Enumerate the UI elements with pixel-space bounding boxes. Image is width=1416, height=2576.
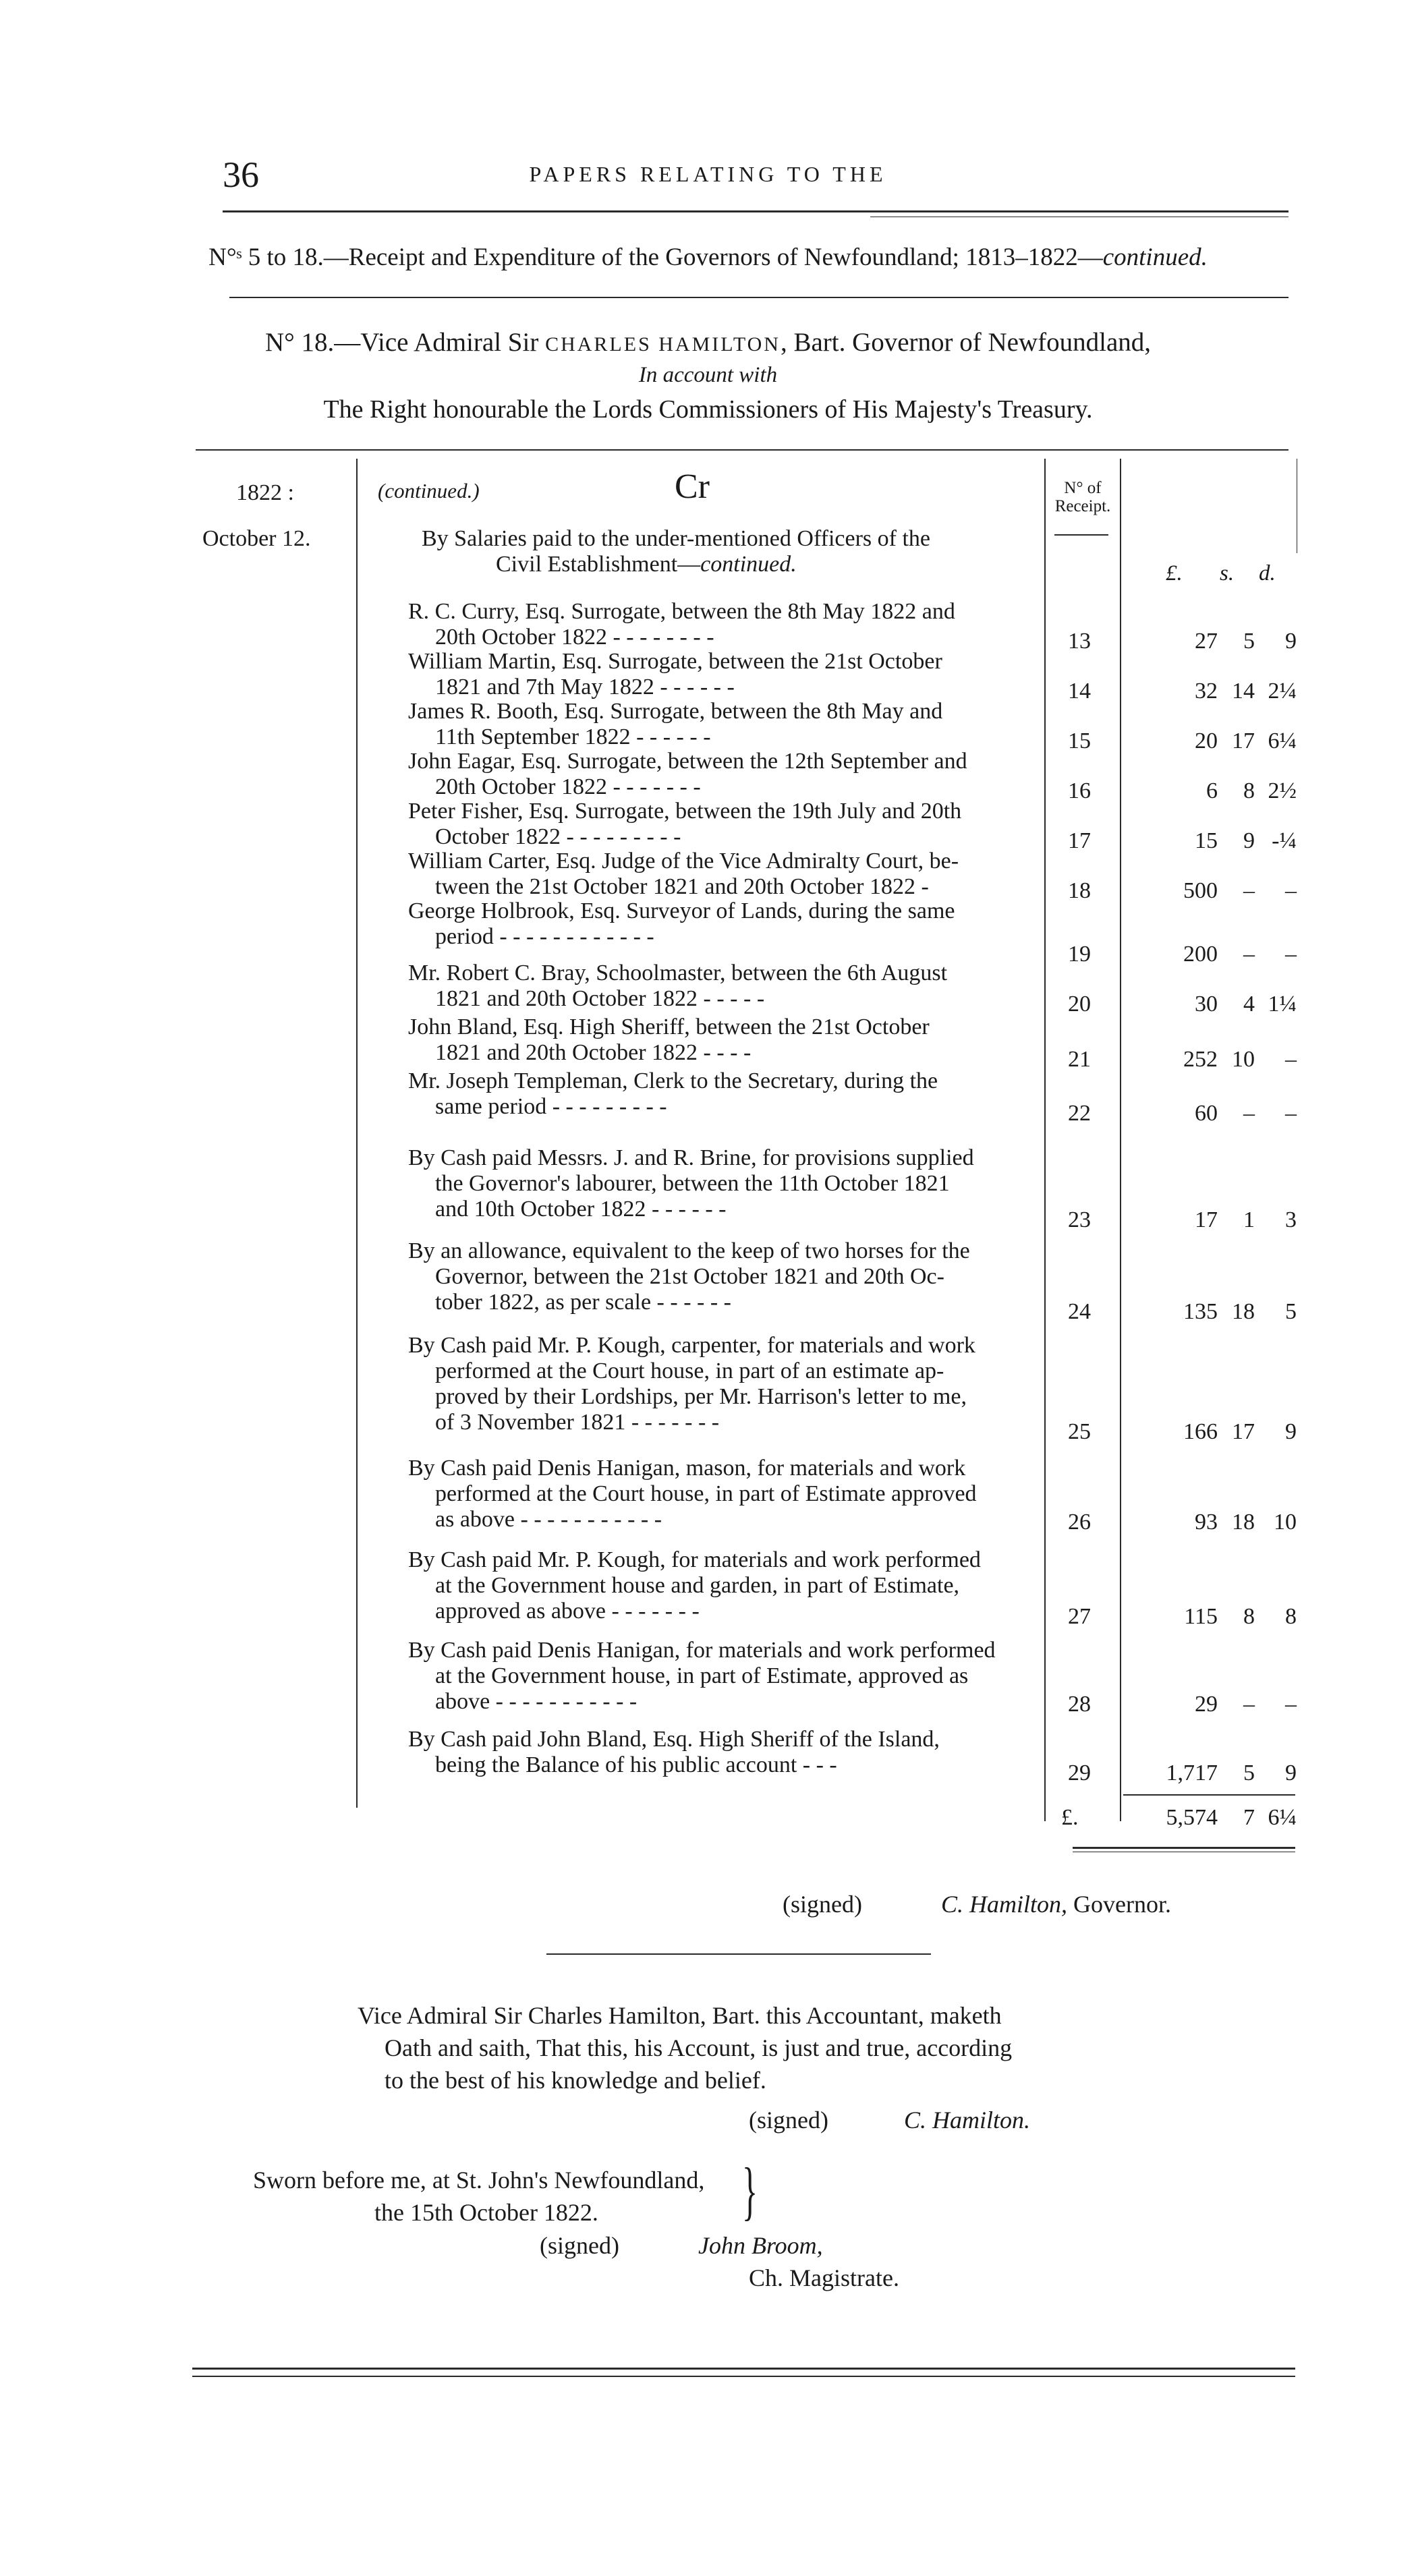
- amount-pence: –: [1285, 1692, 1297, 1717]
- oath-line2: Oath and saith, That this, his Account, is just and true, according: [385, 2034, 1013, 2061]
- account-holder-name: CHARLES HAMILTON: [545, 333, 781, 355]
- amount-shillings: 18: [1232, 1510, 1255, 1535]
- receipt-number: 18: [1068, 878, 1091, 903]
- amount-pounds: 27: [1195, 629, 1218, 654]
- amount-pence: 2¼: [1268, 679, 1297, 704]
- account-title: [0, 327, 1416, 357]
- entry-line: By Cash paid Messrs. J. and R. Brine, for provisions supplied: [408, 1145, 974, 1170]
- receipt-number: 28: [1068, 1692, 1091, 1717]
- amount-shillings: 4: [1243, 992, 1255, 1017]
- salaries-intro-line2: [408, 552, 1025, 577]
- entry-line: and 10th October 1822 - - - - - -: [435, 1197, 727, 1222]
- table-vline-receipt-left: [1044, 459, 1046, 1821]
- entry-row: [408, 849, 1025, 900]
- running-head: PAPERS RELATING TO THE: [529, 162, 887, 186]
- date-label: October 12.: [202, 526, 311, 551]
- entry-line: performed at the Court house, in part of Estimate approved: [435, 1481, 977, 1506]
- cr-label: Cr: [675, 467, 710, 506]
- table-vline-receipt-right: [1120, 459, 1121, 1821]
- entry-line: approved as above - - - - - - -: [435, 1599, 700, 1624]
- entry-line: performed at the Court house, in part of an estimate ap-: [435, 1358, 944, 1383]
- entry-line: October 1822 - - - - - - - - -: [435, 824, 681, 849]
- signature-name-2: [904, 2106, 1030, 2134]
- receipt-number: 16: [1068, 778, 1091, 803]
- receipt-number: 22: [1068, 1101, 1091, 1126]
- amount-shillings: –: [1243, 1101, 1255, 1126]
- amount-pence: –: [1285, 1101, 1297, 1126]
- amount-shillings: 9: [1243, 828, 1255, 853]
- account-title-counterparty: The Right honourable the Lords Commissioners of His Majesty's Treasury.: [323, 395, 1093, 424]
- signature-name-1: [941, 1890, 1171, 1918]
- amount-pence: –: [1285, 942, 1297, 967]
- entry-line: as above - - - - - - - - - - -: [435, 1507, 662, 1532]
- entry-line: William Carter, Esq. Judge of the Vice Admiralty Court, be-: [408, 849, 959, 874]
- amount-pounds: 200: [1183, 942, 1218, 967]
- entry-line: at the Government house and garden, in part of Estimate,: [435, 1573, 960, 1598]
- entry-line: Governor, between the 21st October 1821 and 20th Oc-: [435, 1264, 944, 1289]
- salaries-intro: [408, 526, 1025, 577]
- amount-pounds: 20: [1195, 728, 1218, 753]
- account-title-suffix: , Bart. Governor of Newfoundland,: [780, 328, 1152, 357]
- pence-header: d.: [1259, 561, 1276, 585]
- entry-line: By Cash paid John Bland, Esq. High Sheriff of the Island,: [408, 1727, 940, 1752]
- amount-pence: –: [1285, 878, 1297, 903]
- entry-row: [408, 699, 1025, 750]
- entry-line: being the Balance of his public account - - -: [435, 1752, 837, 1777]
- entry-line: above - - - - - - - - - - -: [435, 1689, 638, 1714]
- magistrate-name: [698, 2231, 823, 2260]
- amount-shillings: 5: [1243, 629, 1255, 654]
- footer-rule-2: [192, 2376, 1295, 2377]
- amount-pounds: 1,717: [1166, 1761, 1218, 1785]
- amount-pounds: 135: [1183, 1299, 1218, 1324]
- entry-row: [408, 649, 1025, 700]
- receipt-number: 26: [1068, 1510, 1091, 1535]
- sworn-paragraph: [253, 2164, 704, 2229]
- entry-line: 20th October 1822 - - - - - - -: [435, 774, 701, 799]
- entry-line: at the Government house, in part of Estimate, approved as: [435, 1663, 969, 1688]
- salaries-intro-line1: By Salaries paid to the under-mentioned Officers of the: [422, 526, 931, 551]
- amount-pence: 9: [1285, 629, 1297, 654]
- total-shillings: 7: [1243, 1805, 1255, 1830]
- amount-pounds: 93: [1195, 1510, 1218, 1535]
- amount-pence: 1¼: [1268, 992, 1297, 1017]
- amount-pounds: 15: [1195, 828, 1218, 853]
- amount-pence: 5: [1285, 1299, 1297, 1324]
- entry-row: [408, 1333, 1025, 1435]
- magistrate-title: Ch. Magistrate.: [749, 2264, 899, 2291]
- magistrate-name-text: John Broom,: [698, 2232, 823, 2259]
- entry-line: the Governor's labourer, between the 11th October 1821: [435, 1171, 950, 1196]
- entry-line: proved by their Lordships, per Mr. Harrison's letter to me,: [435, 1384, 967, 1409]
- series-title-text: N°ˢ 5 to 18.—Receipt and Expenditure of the Governors of Newfoundland; 1813–1822—: [208, 244, 1103, 271]
- page-number: 36: [223, 154, 259, 195]
- entry-line: of 3 November 1821 - - - - - - -: [435, 1410, 720, 1435]
- amount-shillings: 8: [1243, 1604, 1255, 1629]
- receipt-number: 25: [1068, 1419, 1091, 1444]
- signed-label-2: (signed): [749, 2107, 828, 2134]
- entry-line: tober 1822, as per scale - - - - - -: [435, 1290, 731, 1315]
- receipt-number: 24: [1068, 1299, 1091, 1324]
- entry-row: [408, 1014, 1025, 1066]
- entry-row: [408, 898, 1025, 950]
- entry-line: By Cash paid Denis Hanigan, for materials and work performed: [408, 1638, 996, 1663]
- sworn-line2: the 15th October 1822.: [374, 2199, 598, 2226]
- entry-line: James R. Booth, Esq. Surrogate, between the 8th May and: [408, 699, 943, 724]
- amount-shillings: 10: [1232, 1047, 1255, 1072]
- amount-shillings: 17: [1232, 1419, 1255, 1444]
- entry-line: 1821 and 20th October 1822 - - - - -: [435, 986, 765, 1011]
- signature-title-1: Governor.: [1073, 1891, 1171, 1918]
- entry-line: By Cash paid Mr. P. Kough, carpenter, for materials and work: [408, 1333, 975, 1358]
- signature-rule: [546, 1953, 931, 1955]
- amount-pounds: 30: [1195, 992, 1218, 1017]
- amount-shillings: –: [1243, 942, 1255, 967]
- entry-line: period - - - - - - - - - - - -: [435, 924, 654, 949]
- amount-pence: 8: [1285, 1604, 1297, 1629]
- entry-line: 1821 and 7th May 1822 - - - - - -: [435, 675, 735, 699]
- entry-line: 1821 and 20th October 1822 - - - -: [435, 1040, 752, 1065]
- entry-line: By Cash paid Mr. P. Kough, for materials and work performed: [408, 1547, 981, 1572]
- amount-pence: 2½: [1268, 778, 1297, 803]
- total-rule-bottom: [1073, 1847, 1295, 1849]
- amount-pence: 10: [1274, 1510, 1297, 1535]
- continued-label: (continued.): [378, 479, 480, 503]
- receipt-number: 27: [1068, 1604, 1091, 1629]
- amount-pounds: 29: [1195, 1692, 1218, 1717]
- amount-pounds: 32: [1195, 679, 1218, 704]
- entry-row: [408, 961, 1025, 1012]
- oath-paragraph: [358, 1999, 1167, 2096]
- entry-line: Mr. Joseph Templeman, Clerk to the Secretary, during the: [408, 1068, 938, 1093]
- amount-pounds: 166: [1183, 1419, 1218, 1444]
- receipt-number: 23: [1068, 1207, 1091, 1232]
- entry-line: 11th September 1822 - - - - - -: [435, 724, 711, 749]
- amount-shillings: 18: [1232, 1299, 1255, 1324]
- receipt-column-header: N° of Receipt.: [1054, 479, 1111, 515]
- entry-line: John Eagar, Esq. Surrogate, between the 12th September and: [408, 749, 967, 774]
- total-pence: 6¼: [1268, 1805, 1297, 1830]
- entry-row: [408, 1238, 1025, 1315]
- receipt-header-rule: [1054, 534, 1108, 536]
- amount-pence: -¼: [1272, 828, 1297, 853]
- oath-line3: to the best of his knowledge and belief.: [385, 2067, 766, 2094]
- entry-line: William Martin, Esq. Surrogate, between the 21st October: [408, 649, 942, 674]
- receipt-number: 15: [1068, 728, 1091, 753]
- sworn-line1: Sworn before me, at St. John's Newfoundland,: [253, 2167, 705, 2194]
- entry-line: same period - - - - - - - - -: [435, 1094, 667, 1119]
- signed-label-3: (signed): [540, 2232, 619, 2259]
- salaries-intro-line2-text: Civil Establishment—: [496, 552, 701, 577]
- table-rule-top: [196, 449, 1288, 451]
- signature-name-2-text: C. Hamilton.: [904, 2107, 1031, 2134]
- amount-pounds: 60: [1195, 1101, 1218, 1126]
- entry-row: [408, 799, 1025, 850]
- entry-row: [408, 599, 1025, 650]
- entry-row: [408, 1547, 1025, 1624]
- amount-shillings: 14: [1232, 679, 1255, 704]
- amount-shillings: –: [1243, 1692, 1255, 1717]
- receipt-number: 14: [1068, 679, 1091, 704]
- series-title-continued: continued.: [1102, 244, 1208, 271]
- entry-row: [408, 1145, 1025, 1222]
- footer-rule-1: [192, 2368, 1295, 2370]
- amount-pence: 3: [1285, 1207, 1297, 1232]
- amount-pence: –: [1285, 1047, 1297, 1072]
- entry-row: [408, 1068, 1025, 1120]
- receipt-number: 17: [1068, 828, 1091, 853]
- receipt-number: 19: [1068, 942, 1091, 967]
- entry-line: George Holbrook, Esq. Surveyor of Lands, during the same: [408, 898, 955, 923]
- entry-line: tween the 21st October 1821 and 20th October 1822 -: [435, 874, 929, 899]
- receipt-number: 29: [1068, 1761, 1091, 1785]
- amount-pence: 9: [1285, 1761, 1297, 1785]
- entry-line: 20th October 1822 - - - - - - - -: [435, 625, 714, 650]
- amount-pounds: 17: [1195, 1207, 1218, 1232]
- total-currency: £.: [1061, 1805, 1079, 1830]
- amount-pounds: 6: [1206, 778, 1218, 803]
- oath-line1: Vice Admiral Sir Charles Hamilton, Bart. this Accountant, maketh: [358, 2002, 1002, 2029]
- year-label: 1822 :: [236, 480, 294, 505]
- signed-label-1: (signed): [783, 1891, 862, 1918]
- amount-shillings: 8: [1243, 778, 1255, 803]
- account-title-in-account: In account with: [638, 363, 778, 387]
- amount-pounds: 500: [1183, 878, 1218, 903]
- salaries-intro-continued: continued.: [700, 552, 797, 577]
- receipt-number: 13: [1068, 629, 1091, 654]
- amount-shillings: 5: [1243, 1761, 1255, 1785]
- amount-shillings: 17: [1232, 728, 1255, 753]
- amount-pence: 6¼: [1268, 728, 1297, 753]
- entry-row: [408, 1638, 1025, 1715]
- receipt-number: 21: [1068, 1047, 1091, 1072]
- entry-row: [408, 1727, 1025, 1778]
- amount-pounds: 252: [1183, 1047, 1218, 1072]
- amount-shillings: –: [1243, 878, 1255, 903]
- receipt-number: 20: [1068, 992, 1091, 1017]
- entry-row: [408, 749, 1025, 800]
- shillings-header: s.: [1220, 561, 1235, 585]
- entry-line: John Bland, Esq. High Sheriff, between the 21st October: [408, 1014, 930, 1039]
- pounds-header: £.: [1166, 561, 1183, 585]
- series-rule: [229, 297, 1288, 298]
- series-title: [0, 243, 1416, 272]
- amount-pounds: 115: [1184, 1604, 1218, 1629]
- total-rule-top: [1123, 1794, 1295, 1796]
- amount-pence: 9: [1285, 1419, 1297, 1444]
- entry-line: By Cash paid Denis Hanigan, mason, for materials and work: [408, 1456, 966, 1481]
- amount-shillings: 1: [1243, 1207, 1255, 1232]
- entry-line: Peter Fisher, Esq. Surrogate, between the 19th July and 20th: [408, 799, 962, 824]
- total-pounds: 5,574: [1166, 1805, 1218, 1830]
- entry-row: [408, 1456, 1025, 1533]
- account-title-prefix: N° 18.—Vice Admiral Sir: [264, 328, 546, 357]
- header-rule-top: [223, 210, 1288, 212]
- entry-line: R. C. Curry, Esq. Surrogate, between the 8th May 1822 and: [408, 599, 955, 624]
- sworn-brace: }: [742, 2154, 758, 2227]
- entry-line: Mr. Robert C. Bray, Schoolmaster, between the 6th August: [408, 961, 948, 985]
- entry-line: By an allowance, equivalent to the keep of two horses for the: [408, 1238, 970, 1263]
- table-vline-left: [356, 459, 358, 1808]
- signature-name-1-text: C. Hamilton,: [941, 1891, 1068, 1918]
